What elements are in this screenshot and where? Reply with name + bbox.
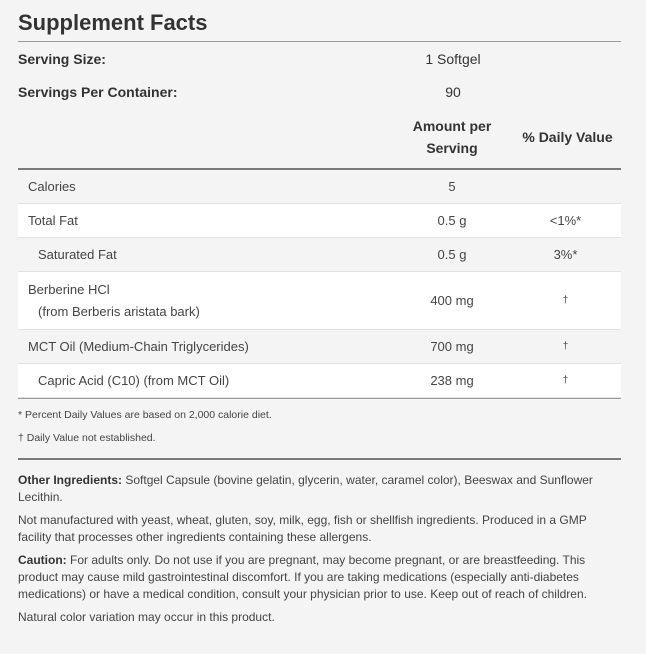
page-title: Supplement Facts	[18, 10, 208, 35]
nutrient-amount: 0.5 g	[437, 247, 467, 262]
nutrient-amount: 700 mg	[430, 339, 474, 354]
daily-value-header: % Daily Value	[522, 129, 613, 145]
nutrient-table	[18, 168, 621, 398]
table-row	[18, 330, 621, 364]
caution-text: For adults only. Do not use if you are pregnant, may become pregnant, or are breastfeeding. This product may cause mild gastrointestinal discomfort. If you are taking medications (especially anti-diabetes medications) or have a medical condition, consult your physician prior to use. Keep out of reach of children.	[18, 553, 587, 601]
nutrient-source: (from Berberis aristata bark)	[38, 303, 200, 319]
amount-per-serving-header	[390, 115, 514, 159]
nutrient-daily-value: <1%*	[549, 213, 582, 228]
amount-header-line2: Serving	[426, 140, 478, 156]
amount-header-line1: Amount per	[412, 118, 492, 134]
percent-daily-value-note: * Percent Daily Values are based on 2,000 calorie diet.	[18, 409, 272, 421]
nutrient-name: Saturated Fat	[38, 246, 117, 262]
nutrient-daily-value: †	[562, 341, 569, 352]
nutrient-daily-value: †	[562, 295, 569, 306]
serving-size-row	[18, 42, 621, 75]
servings-per-container-label: Servings Per Container:	[18, 83, 178, 100]
nutrient-name: Berberine HCl	[28, 281, 110, 297]
table-row	[18, 170, 621, 204]
nutrient-name: Capric Acid (C10) (from MCT Oil)	[38, 372, 230, 388]
nutrient-name: MCT Oil (Medium-Chain Triglycerides)	[28, 338, 249, 354]
servings-per-container-value: 90	[445, 83, 461, 100]
nutrient-amount: 238 mg	[430, 373, 474, 388]
nutrient-amount: 0.5 g	[437, 213, 467, 228]
table-row	[18, 364, 621, 398]
servings-per-container-row	[18, 75, 621, 108]
product-info	[18, 458, 621, 626]
serving-size-label: Serving Size:	[18, 50, 106, 67]
caution-statement	[18, 552, 621, 603]
nutrient-name: Calories	[28, 178, 76, 194]
column-header	[18, 110, 621, 164]
footnotes	[18, 398, 621, 453]
other-ingredients-label: Other Ingredients:	[18, 473, 123, 487]
nutrient-amount: 5	[448, 179, 456, 194]
caution-label: Caution:	[18, 553, 67, 567]
allergen-statement: Not manufactured with yeast, wheat, gluten, soy, milk, egg, fish or shellfish ingredients. Produced in a GMP facility that processes other ingredients containing these allergens.	[18, 513, 587, 544]
color-variation-note: Natural color variation may occur in this product.	[18, 610, 275, 624]
nutrient-name: Total Fat	[28, 212, 78, 228]
nutrient-daily-value: 3%*	[553, 247, 578, 262]
table-row	[18, 238, 621, 272]
nutrient-daily-value: †	[562, 375, 569, 386]
other-ingredients-text: Softgel Capsule (bovine gelatin, glycerin, water, caramel color), Beeswax and Sunflower Lecithin.	[18, 473, 593, 504]
nutrient-amount: 400 mg	[430, 293, 474, 308]
dagger-note: † Daily Value not established.	[18, 432, 156, 444]
table-row	[18, 272, 621, 330]
table-row	[18, 204, 621, 238]
other-ingredients	[18, 472, 621, 506]
nutrient-name-block	[18, 279, 394, 323]
serving-size-value: 1 Softgel	[425, 50, 481, 67]
